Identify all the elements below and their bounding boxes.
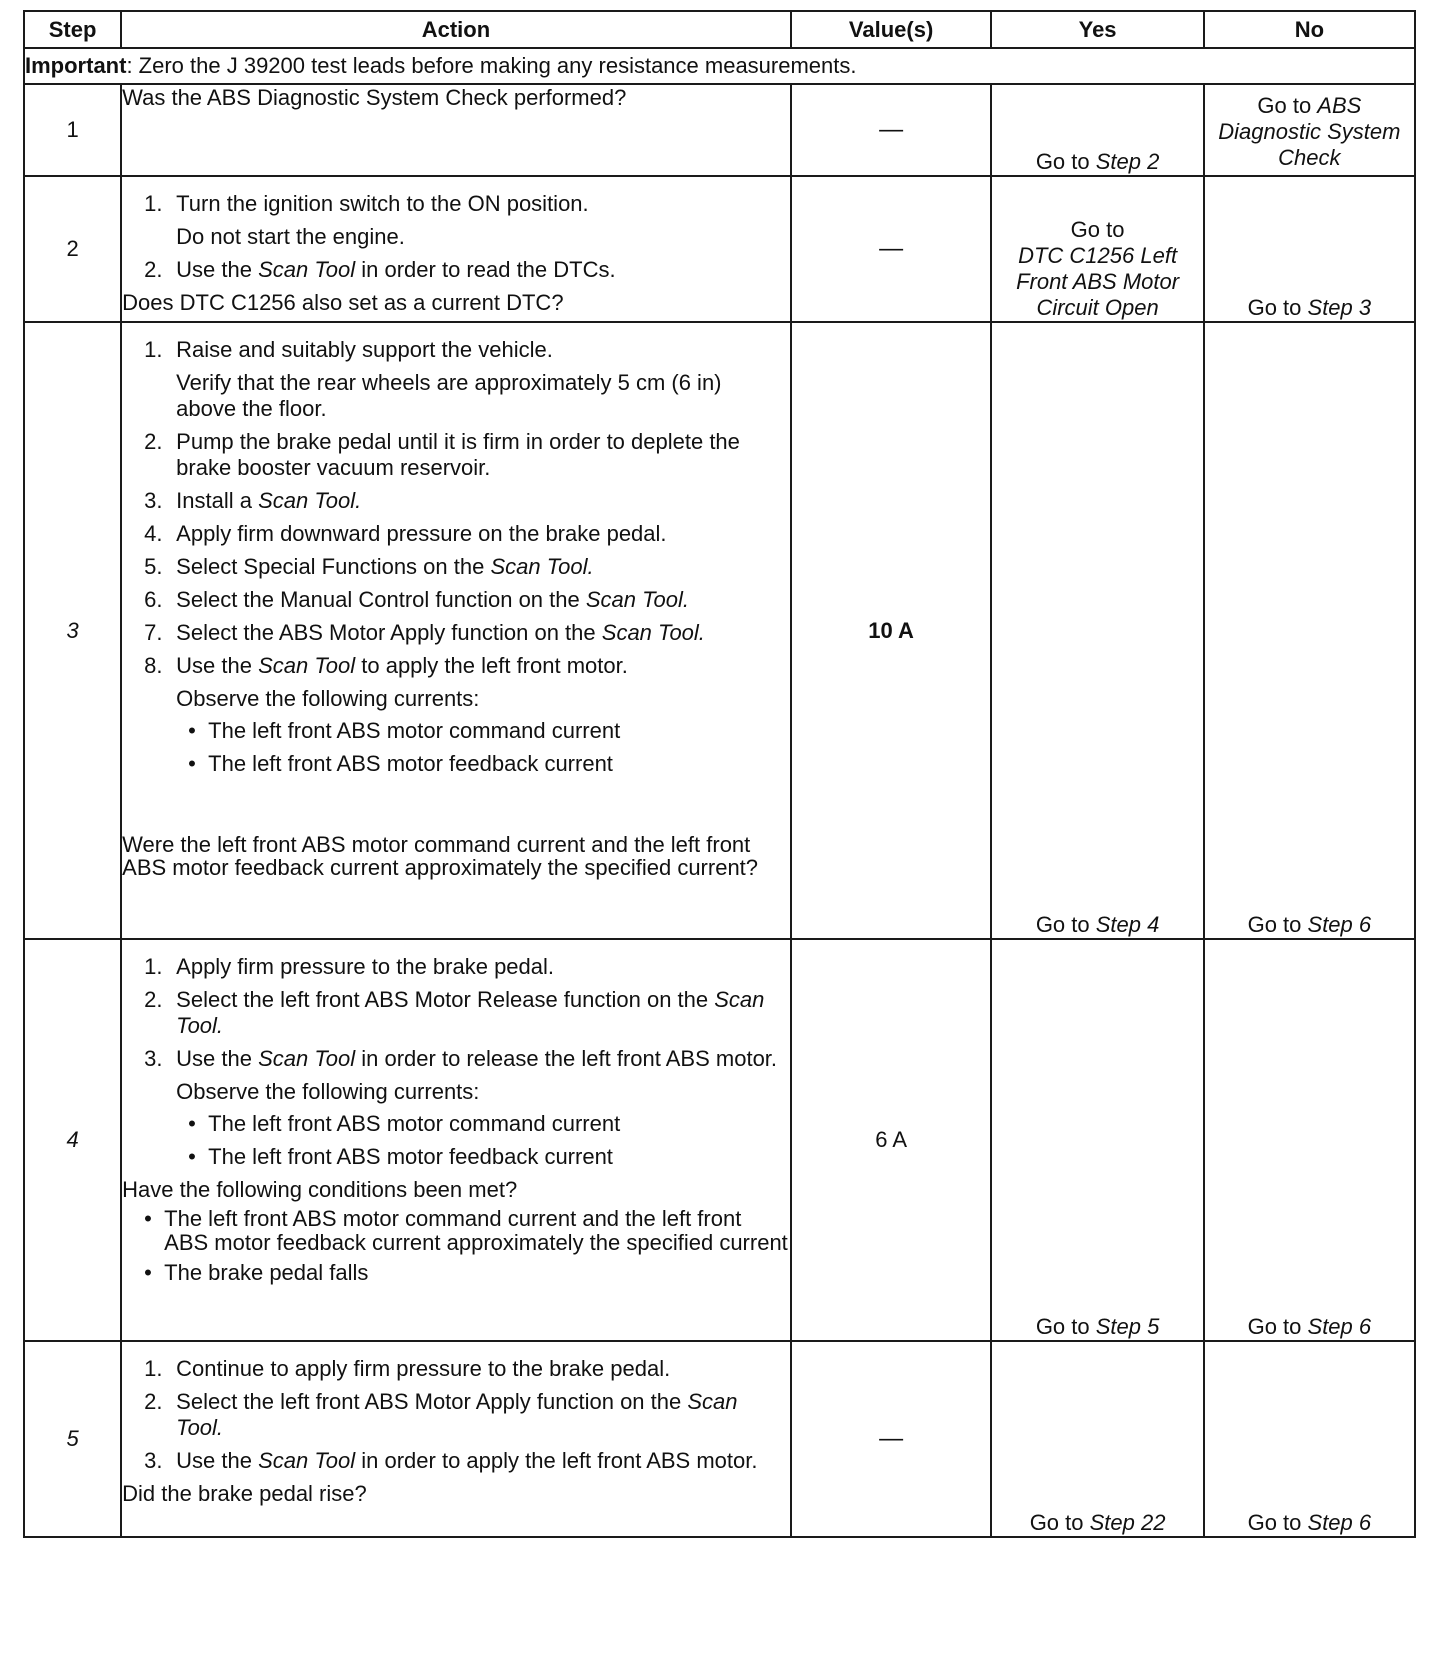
yes-link[interactable]: Step 5 bbox=[1095, 1314, 1160, 1339]
action-step-text: Pump the brake pedal until it is firm in order to deplete the brake booster vacuum reservoir. bbox=[176, 429, 740, 480]
table-row-step-5 bbox=[24, 1341, 1415, 1537]
scan-tool-ref: Scan Tool bbox=[258, 1046, 356, 1071]
no-link[interactable]: ABS Diagnostic System Check bbox=[1218, 93, 1401, 170]
header-action: Action bbox=[121, 11, 791, 48]
action-step-item bbox=[144, 257, 790, 283]
header-yes: Yes bbox=[991, 11, 1203, 48]
action-step-text: in order to apply the left front ABS motor. bbox=[355, 1448, 758, 1473]
yes-prefix: Go to bbox=[1035, 912, 1096, 937]
scan-tool-ref: Scan Tool bbox=[258, 257, 356, 282]
scan-tool-ref: Scan Tool. bbox=[176, 987, 765, 1038]
list-item: • The left front ABS motor feedback current bbox=[186, 751, 790, 777]
yes-prefix: Go to bbox=[1035, 149, 1096, 174]
important-note bbox=[24, 48, 1415, 84]
action-question: Have the following conditions been met? bbox=[122, 1177, 518, 1202]
no-prefix: Go to bbox=[1247, 1314, 1308, 1339]
action-steps bbox=[122, 954, 790, 1170]
step-number: 5 bbox=[24, 1341, 121, 1537]
action-cell bbox=[121, 176, 791, 322]
action-step-text: Use the bbox=[176, 257, 259, 282]
no-link[interactable]: Step 6 bbox=[1307, 912, 1372, 937]
action-step-item bbox=[144, 521, 790, 547]
action-step-text: in order to release the left front ABS motor. bbox=[355, 1046, 778, 1071]
value-cell bbox=[791, 322, 992, 939]
value-text: 10 A bbox=[868, 617, 914, 643]
action-step-text: Apply firm downward pressure on the brake pedal. bbox=[176, 521, 667, 546]
action-step-text: Use the bbox=[176, 653, 259, 678]
action-cell bbox=[121, 939, 791, 1341]
action-step-item bbox=[144, 1448, 790, 1474]
action-step-text: in order to read the DTCs. bbox=[355, 257, 616, 282]
no-link[interactable]: Step 3 bbox=[1307, 295, 1372, 320]
no-prefix: Go to bbox=[1257, 93, 1318, 118]
header-step: Step bbox=[24, 11, 121, 48]
scan-tool-ref: Scan Tool. bbox=[258, 488, 362, 513]
value-cell bbox=[791, 1341, 992, 1537]
action-step-item bbox=[144, 987, 790, 1039]
no-cell bbox=[1204, 84, 1415, 176]
action-step-item bbox=[144, 1046, 790, 1170]
scan-tool-ref: Scan Tool bbox=[258, 653, 356, 678]
scan-tool-ref: Scan Tool. bbox=[585, 587, 690, 612]
value-cell bbox=[791, 939, 992, 1341]
action-question: Did the brake pedal rise? bbox=[122, 1481, 367, 1506]
action-step-text: Select the left front ABS Motor Release function on the bbox=[176, 987, 715, 1012]
yes-prefix: Go to bbox=[1029, 1510, 1090, 1535]
table-row-step-1 bbox=[24, 84, 1415, 176]
action-step-note: Observe the following currents: bbox=[176, 686, 480, 711]
value-text: 6 A bbox=[875, 1127, 907, 1152]
list-item: • The left front ABS motor command current bbox=[186, 718, 790, 744]
value-text: — bbox=[879, 235, 904, 262]
no-cell bbox=[1204, 939, 1415, 1341]
value-cell bbox=[791, 84, 992, 176]
action-cell bbox=[121, 84, 791, 176]
action-question: Does DTC C1256 also set as a current DTC? bbox=[122, 290, 564, 315]
current-list bbox=[176, 718, 790, 777]
yes-link[interactable]: Step 4 bbox=[1095, 912, 1160, 937]
action-step-text: Select the ABS Motor Apply function on the bbox=[176, 620, 602, 645]
action-step-note: Verify that the rear wheels are approximately 5 cm (6 in) above the floor. bbox=[176, 370, 722, 421]
list-item: • The left front ABS motor feedback current bbox=[186, 1144, 790, 1170]
step-number: 3 bbox=[24, 322, 121, 939]
yes-prefix: Go to bbox=[1070, 217, 1125, 242]
no-cell bbox=[1204, 1341, 1415, 1537]
action-step-text: Continue to apply firm pressure to the brake pedal. bbox=[176, 1356, 671, 1381]
action-step-text: to apply the left front motor. bbox=[355, 653, 628, 678]
action-step-item bbox=[144, 954, 790, 980]
value-text: — bbox=[879, 116, 904, 143]
value-text: — bbox=[879, 1425, 904, 1452]
action-step-item bbox=[144, 587, 790, 613]
condition-list bbox=[122, 1207, 790, 1285]
important-label: Important bbox=[25, 53, 127, 78]
action-step-note: Do not start the engine. bbox=[176, 224, 405, 249]
yes-cell bbox=[991, 939, 1203, 1341]
step-number: 1 bbox=[24, 84, 121, 176]
action-step-text: Use the bbox=[176, 1046, 259, 1071]
list-item: • The brake pedal falls bbox=[142, 1261, 790, 1285]
action-steps bbox=[122, 1356, 790, 1474]
yes-link[interactable]: DTC C1256 Left Front ABS Motor Circuit Open bbox=[1016, 243, 1180, 320]
action-question: Was the ABS Diagnostic System Check performed? bbox=[122, 85, 627, 110]
header-no: No bbox=[1204, 11, 1415, 48]
value-cell bbox=[791, 176, 992, 322]
diagnostic-table bbox=[23, 10, 1416, 1538]
action-step-text: Raise and suitably support the vehicle. bbox=[176, 337, 553, 362]
list-item: • The left front ABS motor command current and the left front ABS motor feedback current approximately the specified current bbox=[142, 1207, 790, 1255]
scan-tool-ref: Scan Tool bbox=[258, 1448, 356, 1473]
action-step-note: Observe the following currents: bbox=[176, 1079, 480, 1104]
action-step-text: Turn the ignition switch to the ON position. bbox=[176, 191, 589, 216]
diagnostic-table-sheet bbox=[23, 10, 1416, 1538]
scan-tool-ref: Scan Tool. bbox=[490, 554, 594, 579]
important-text: : Zero the J 39200 test leads before making any resistance measurements. bbox=[126, 53, 857, 78]
yes-cell bbox=[991, 1341, 1203, 1537]
action-step-item bbox=[144, 429, 790, 481]
important-row bbox=[24, 48, 1415, 84]
action-step-item bbox=[144, 191, 790, 250]
no-link[interactable]: Step 6 bbox=[1307, 1314, 1372, 1339]
scan-tool-ref: Scan Tool. bbox=[601, 620, 705, 645]
action-step-text: Select Special Functions on the bbox=[176, 554, 491, 579]
step-number: 4 bbox=[24, 939, 121, 1341]
action-step-item bbox=[144, 554, 790, 580]
step-number: 2 bbox=[24, 176, 121, 322]
action-step-item bbox=[144, 1389, 790, 1441]
yes-prefix: Go to bbox=[1035, 1314, 1096, 1339]
action-step-text: Use the bbox=[176, 1448, 259, 1473]
no-cell bbox=[1204, 322, 1415, 939]
yes-cell bbox=[991, 322, 1203, 939]
action-step-item bbox=[144, 337, 790, 422]
action-question: Were the left front ABS motor command current and the left front ABS motor feedback current approximately the specified current? bbox=[122, 832, 759, 880]
action-step-text: Select the Manual Control function on the bbox=[176, 587, 586, 612]
yes-cell bbox=[991, 84, 1203, 176]
header-values: Value(s) bbox=[791, 11, 992, 48]
action-step-text: Apply firm pressure to the brake pedal. bbox=[176, 954, 555, 979]
header-row bbox=[24, 11, 1415, 48]
table-row-step-4 bbox=[24, 939, 1415, 1341]
no-prefix: Go to bbox=[1247, 1510, 1308, 1535]
no-prefix: Go to bbox=[1247, 912, 1308, 937]
yes-link[interactable]: Step 2 bbox=[1095, 149, 1160, 174]
action-step-item bbox=[144, 653, 790, 777]
list-item: • The left front ABS motor command current bbox=[186, 1111, 790, 1137]
no-link[interactable]: Step 6 bbox=[1307, 1510, 1372, 1535]
action-cell bbox=[121, 322, 791, 939]
action-steps bbox=[122, 191, 790, 283]
action-steps bbox=[122, 337, 790, 777]
action-step-text: Install a bbox=[176, 488, 259, 513]
action-step-text: Select the left front ABS Motor Apply function on the bbox=[176, 1389, 688, 1414]
action-step-item bbox=[144, 488, 790, 514]
scan-tool-ref: Scan Tool. bbox=[176, 1389, 738, 1440]
yes-cell bbox=[991, 176, 1203, 322]
action-step-item bbox=[144, 620, 790, 646]
action-cell bbox=[121, 1341, 791, 1537]
current-list bbox=[176, 1111, 790, 1170]
table-row-step-3 bbox=[24, 322, 1415, 939]
no-cell bbox=[1204, 176, 1415, 322]
no-prefix: Go to bbox=[1247, 295, 1308, 320]
yes-link[interactable]: Step 22 bbox=[1089, 1510, 1166, 1535]
table-row-step-2 bbox=[24, 176, 1415, 322]
action-step-item bbox=[144, 1356, 790, 1382]
